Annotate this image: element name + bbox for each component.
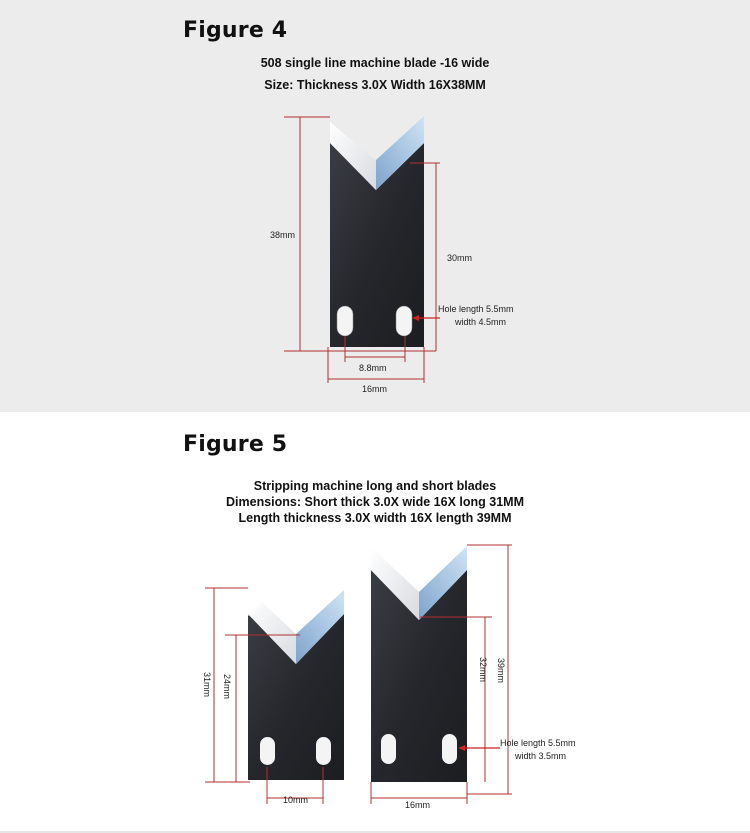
figure-4-caption-line1: 508 single line machine blade -16 wide [260,56,490,70]
figure-5-caption-line2: Dimensions: Short thick 3.0X wide 16X long 31MM [226,495,524,509]
figure-5-long-dim-hole-width: width 3.5mm [515,751,567,761]
figure-4-dim-height-total: 38mm [270,230,296,240]
figure-4-drawing [0,0,750,412]
figure-5-panel [0,412,750,833]
figure-4-dim-hole-length: Hole length 5.5mm [438,304,514,314]
figure-5-long-dim-height-body: 32mm [478,657,488,683]
figure-4-dim-height-body: 30mm [447,253,473,263]
figure-4-panel [0,0,750,412]
blade-5-short-hole-right [316,737,331,765]
figure-4-dim-width: 16mm [362,384,388,394]
figure-5-short-dim-height-total: 31mm [202,672,212,698]
figure-5-caption-line3: Length thickness 3.0X width 16X length 39MM [238,511,512,525]
blade-5-long-hole-right [442,734,457,764]
figure-5-title: Figure 5 [183,432,288,457]
figure-4-dim-hole-spacing: 8.8mm [359,363,387,373]
figure-5-drawing [0,412,750,833]
blade-4-hole-right [396,306,412,336]
blade-5-short-hole-left [260,737,275,765]
figure-4-title: Figure 4 [183,18,288,43]
figure-5-long-dim-width: 16mm [405,800,431,810]
figure-4-dim-hole-width: width 4.5mm [455,317,507,327]
figure-5-caption-line1: Stripping machine long and short blades [253,479,497,493]
blade-4-hole-left [337,306,353,336]
figure-4-caption-line2: Size: Thickness 3.0X Width 16X38MM [264,78,486,92]
figure-5-short-dim-height-body: 24mm [222,674,232,700]
blade-5-long-hole-left [381,734,396,764]
figure-5-long-dim-hole-length: Hole length 5.5mm [500,738,576,748]
figure-5-long-dim-height-total: 39mm [496,658,506,684]
figure-5-short-dim-hole-spacing: 10mm [283,795,309,805]
